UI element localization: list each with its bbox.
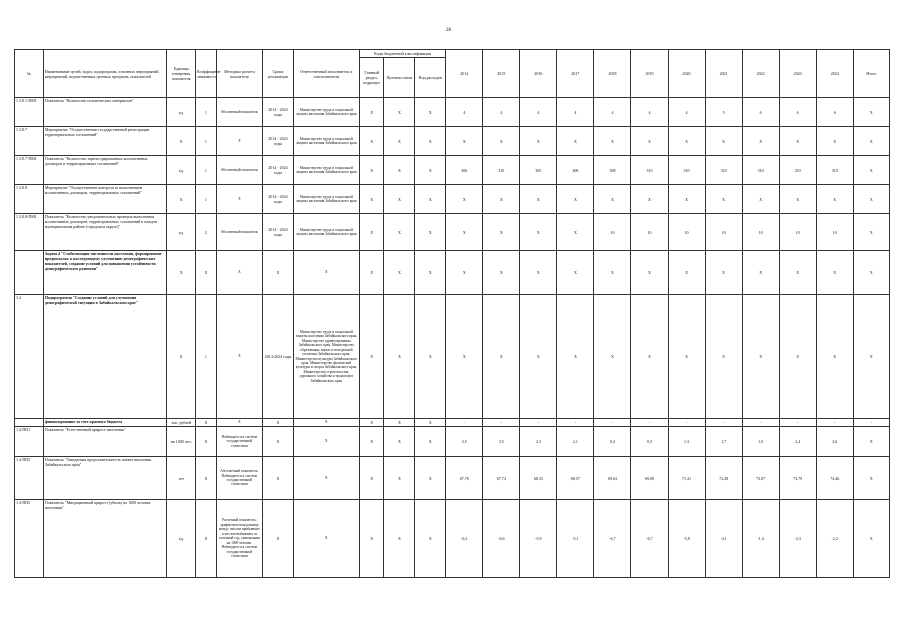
- row-year-value: 4: [668, 98, 705, 127]
- page-number: 28: [446, 28, 451, 33]
- row-year-value: 305: [520, 156, 557, 185]
- row-executor: Министерство труда и социальной защиты населения Забайкальского края: [293, 98, 359, 127]
- table-row: [15, 127, 890, 156]
- row-year-value: X: [668, 127, 705, 156]
- row-year-value: 10: [631, 214, 668, 251]
- row-num: [15, 251, 44, 295]
- col-header-coef: Коэффициент значимости: [196, 50, 217, 98]
- row-coef: X: [196, 419, 217, 427]
- row-year-value: 2,1: [557, 427, 594, 457]
- row-unit: на 1000 чел.: [167, 427, 196, 457]
- row-name: Показатель "Количество зарегистрированных коллективных договоров и территориальных соглашений": [43, 156, 167, 185]
- row-coef: 1: [196, 295, 217, 419]
- row-year-value: -6,6: [483, 500, 520, 578]
- row-executor: X: [293, 419, 359, 427]
- row-year-value: 10: [742, 214, 779, 251]
- row-total: X: [853, 295, 889, 419]
- row-num: [15, 419, 44, 427]
- row-terms: 2014 - 2024 годы: [263, 156, 294, 185]
- row-total: X: [853, 457, 889, 500]
- row-executor: Министерство труда и социальной защиты населения Забайкальского края, Министерство здравоохранения Забайкальского края, Министерство образования, науки и молодежной политики Забайкальского края, Министерство культуры Забайкальского края, Министерство физической культуры и спорта Забайкальского края, Министерство строительства, дорожного хозяйства и транспорта Забайкальского края: [293, 295, 359, 419]
- row-method: Абсолютный показатель: [216, 98, 262, 127]
- row-year-value: 6: [816, 98, 853, 127]
- row-year-value: 6: [779, 98, 816, 127]
- row-num: 1.3.8.8: [15, 185, 44, 214]
- row-name: Показатель "Количество политических материалов": [43, 98, 167, 127]
- table-row: [15, 295, 890, 419]
- col-header-num: №: [15, 50, 44, 98]
- row-year-value: -: [446, 419, 483, 427]
- row-executor: Министерство труда и социальной защиты населения Забайкальского края: [293, 127, 359, 156]
- row-method: Абсолютный показатель. Наблюдается в системе государственной статистики: [216, 457, 262, 500]
- row-year-value: -5,8: [668, 500, 705, 578]
- row-target-article: X: [384, 214, 415, 251]
- table-row: [15, 419, 890, 427]
- row-terms: 2014 - 2024 годы: [263, 185, 294, 214]
- row-year-value: 10: [816, 214, 853, 251]
- row-year-value: X: [483, 251, 520, 295]
- row-year-value: -6,7: [594, 500, 631, 578]
- table-row: [15, 214, 890, 251]
- row-year-value: X: [594, 251, 631, 295]
- row-year-value: X: [557, 127, 594, 156]
- table-row: [15, 156, 890, 185]
- row-year-value: X: [668, 185, 705, 214]
- row-year-value: 71,41: [668, 457, 705, 500]
- row-coef: X: [196, 427, 217, 457]
- row-year-value: -5,1: [557, 500, 594, 578]
- row-year-value: X: [483, 127, 520, 156]
- col-header-year: 2021: [705, 50, 742, 98]
- row-main-section: X: [359, 214, 384, 251]
- row-year-value: X: [446, 295, 483, 419]
- row-total: X: [853, 214, 889, 251]
- row-coef: 1: [196, 98, 217, 127]
- col-header-year: 2017: [557, 50, 594, 98]
- row-main-section: X: [359, 156, 384, 185]
- row-year-value: -: [705, 419, 742, 427]
- row-year-value: -1,4: [742, 500, 779, 578]
- row-year-value: X: [705, 127, 742, 156]
- row-year-value: X: [446, 251, 483, 295]
- table-row: [15, 98, 890, 127]
- row-coef: 1: [196, 185, 217, 214]
- row-method: Расчетный показатель: арифметическая разница между числом прибывших и числом выбывших за отчетный год, умноженная на 1000 человек. Наблюдается в системе государственной статистики: [216, 500, 262, 578]
- row-terms: 2014-2024 годы: [263, 295, 294, 419]
- row-year-value: X: [816, 251, 853, 295]
- row-year-value: X: [520, 127, 557, 156]
- row-total: X: [853, 156, 889, 185]
- row-executor: X: [293, 427, 359, 457]
- col-header-unit: Единица измерения показателя: [167, 50, 196, 98]
- row-year-value: 4: [483, 98, 520, 127]
- row-coef: X: [196, 457, 217, 500]
- row-year-value: 2,3: [520, 427, 557, 457]
- col-header-year: 2022: [742, 50, 779, 98]
- row-main-section: X: [359, 457, 384, 500]
- table-row: [15, 457, 890, 500]
- col-header-budget-codes: Коды бюджетной классификации: [359, 50, 445, 58]
- row-coef: X: [196, 251, 217, 295]
- row-method: X: [216, 419, 262, 427]
- row-coef: 1: [196, 156, 217, 185]
- row-name: Показатель "Естественный прирост населения": [43, 427, 167, 457]
- row-method: Наблюдается в системе государственной статистики: [216, 427, 262, 457]
- row-year-value: -: [594, 419, 631, 427]
- row-year-value: 4: [520, 98, 557, 127]
- row-year-value: 310: [816, 156, 853, 185]
- row-terms: X: [263, 419, 294, 427]
- row-year-value: 69,00: [631, 457, 668, 500]
- row-main-section: X: [359, 185, 384, 214]
- row-year-value: 1,3: [668, 427, 705, 457]
- row-main-section: X: [359, 251, 384, 295]
- row-name: финансирование за счет краевого бюджета: [43, 419, 167, 427]
- row-target-article: X: [384, 156, 415, 185]
- row-method: X: [216, 295, 262, 419]
- row-main-section: X: [359, 295, 384, 419]
- row-total: -: [853, 419, 889, 427]
- row-unit: X: [167, 251, 196, 295]
- row-year-value: 73,07: [742, 457, 779, 500]
- row-year-value: -2,3: [779, 500, 816, 578]
- row-year-value: -4,1: [705, 500, 742, 578]
- row-name: Показатель "Миграционный прирост (убыль) на 1000 человек населения": [43, 500, 167, 578]
- row-year-value: X: [483, 214, 520, 251]
- row-main-section: X: [359, 500, 384, 578]
- row-terms: 2014 - 2024 годы: [263, 214, 294, 251]
- row-terms: X: [263, 251, 294, 295]
- row-year-value: 3,5: [483, 427, 520, 457]
- row-year-value: X: [557, 251, 594, 295]
- row-year-value: 10: [594, 214, 631, 251]
- row-num: 1.3.8.7: [15, 127, 44, 156]
- row-main-section: X: [359, 427, 384, 457]
- row-year-value: X: [483, 185, 520, 214]
- row-year-value: X: [668, 295, 705, 419]
- row-year-value: X: [557, 295, 594, 419]
- row-year-value: X: [705, 295, 742, 419]
- row-expense-type: X: [415, 127, 446, 156]
- row-method: X: [216, 185, 262, 214]
- row-year-value: X: [742, 251, 779, 295]
- row-year-value: X: [631, 127, 668, 156]
- row-num: 1.4: [15, 295, 44, 419]
- col-header-year: 2018: [594, 50, 631, 98]
- row-year-value: 2,4: [779, 427, 816, 457]
- row-target-article: X: [384, 185, 415, 214]
- row-year-value: -2,2: [816, 500, 853, 578]
- row-year-value: 308: [594, 156, 631, 185]
- row-expense-type: X: [415, 500, 446, 578]
- row-year-value: 0,4: [594, 427, 631, 457]
- row-coef: 2: [196, 214, 217, 251]
- row-target-article: X: [384, 500, 415, 578]
- table-row: [15, 500, 890, 578]
- row-year-value: X: [557, 214, 594, 251]
- row-num: 1.4-ПП1: [15, 427, 44, 457]
- row-year-value: -: [557, 419, 594, 427]
- col-header-year: 2019: [631, 50, 668, 98]
- row-unit: лет: [167, 457, 196, 500]
- row-total: X: [853, 427, 889, 457]
- row-year-value: -5,9: [520, 500, 557, 578]
- row-year-value: X: [446, 127, 483, 156]
- row-expense-type: X: [415, 457, 446, 500]
- row-year-value: X: [631, 185, 668, 214]
- row-unit: X: [167, 295, 196, 419]
- row-year-value: 73,79: [779, 457, 816, 500]
- row-year-value: -: [779, 419, 816, 427]
- row-num: 1.4-ПП3: [15, 500, 44, 578]
- row-expense-type: X: [415, 427, 446, 457]
- row-year-value: X: [779, 185, 816, 214]
- row-expense-type: X: [415, 295, 446, 419]
- col-header-target-article: Целевая статья: [384, 58, 415, 98]
- row-year-value: 308: [557, 156, 594, 185]
- row-terms: X: [263, 457, 294, 500]
- row-year-value: 10: [668, 214, 705, 251]
- row-year-value: 67,74: [483, 457, 520, 500]
- row-terms: X: [263, 427, 294, 457]
- row-year-value: X: [779, 127, 816, 156]
- col-header-year: 2014: [446, 50, 483, 98]
- row-year-value: X: [816, 127, 853, 156]
- row-target-article: X: [384, 251, 415, 295]
- row-year-value: -6,7: [631, 500, 668, 578]
- row-unit: тыс. рублей: [167, 419, 196, 427]
- row-year-value: X: [594, 185, 631, 214]
- row-year-value: X: [668, 251, 705, 295]
- row-year-value: -: [631, 419, 668, 427]
- row-method: X: [216, 127, 262, 156]
- row-num: 1.3.8.1-ПМ1: [15, 98, 44, 127]
- col-header-executor: Ответственный исполнитель и соисполнители: [293, 50, 359, 98]
- col-header-method: Методика расчета показателя: [216, 50, 262, 98]
- row-year-value: 74,46: [816, 457, 853, 500]
- row-year-value: 4: [557, 98, 594, 127]
- row-year-value: 67,76: [446, 457, 483, 500]
- row-year-value: 5: [705, 98, 742, 127]
- row-total: X: [853, 98, 889, 127]
- row-name: Показатель "Количество уведомительных проверок выполнения коллективных договоров, территориальных соглашений в каждом муниципальном районе (городском округе)": [43, 214, 167, 251]
- row-total: X: [853, 185, 889, 214]
- row-year-value: -: [483, 419, 520, 427]
- col-header-total: Итого: [853, 50, 889, 98]
- row-year-value: 310: [705, 156, 742, 185]
- row-year-value: X: [446, 185, 483, 214]
- row-total: X: [853, 251, 889, 295]
- row-year-value: 10: [779, 214, 816, 251]
- row-coef: 1: [196, 127, 217, 156]
- row-year-value: 4: [446, 98, 483, 127]
- row-executor: X: [293, 251, 359, 295]
- row-year-value: -: [668, 419, 705, 427]
- row-year-value: X: [594, 295, 631, 419]
- row-year-value: X: [742, 295, 779, 419]
- row-year-value: 310: [779, 156, 816, 185]
- row-name: Задача 4 "Стабилизация численности населения, формирование предпосылок к последующему улучшению демографических показателей, создание условий для повышения устойчивости демографического развития": [43, 251, 167, 295]
- row-year-value: 69,63: [594, 457, 631, 500]
- row-year-value: 1,7: [705, 427, 742, 457]
- row-year-value: X: [594, 127, 631, 156]
- row-expense-type: X: [415, 98, 446, 127]
- row-expense-type: X: [415, 214, 446, 251]
- row-executor: Министерство труда и социальной защиты населения Забайкальского края: [293, 156, 359, 185]
- row-year-value: X: [705, 251, 742, 295]
- row-year-value: -: [816, 419, 853, 427]
- row-year-value: 1,9: [742, 427, 779, 457]
- row-year-value: 10: [705, 214, 742, 251]
- row-main-section: X: [359, 127, 384, 156]
- row-method: X: [216, 251, 262, 295]
- row-target-article: X: [384, 98, 415, 127]
- row-year-value: X: [520, 185, 557, 214]
- row-year-value: 310: [631, 156, 668, 185]
- row-num: 1.3.8.8-ПМ1: [15, 214, 44, 251]
- col-header-year: 2023: [779, 50, 816, 98]
- row-unit: ед.: [167, 500, 196, 578]
- row-total: X: [853, 500, 889, 578]
- row-year-value: X: [631, 295, 668, 419]
- row-target-article: X: [384, 457, 415, 500]
- row-name: Мероприятие "Осуществление контроля за выполнением коллективных договоров, территориальных соглашений": [43, 185, 167, 214]
- row-year-value: -6,2: [446, 500, 483, 578]
- row-year-value: 2,6: [816, 427, 853, 457]
- row-year-value: X: [631, 251, 668, 295]
- row-terms: 2014 - 2024 годы: [263, 127, 294, 156]
- row-unit: ед.: [167, 98, 196, 127]
- row-year-value: 72,28: [705, 457, 742, 500]
- row-year-value: 6: [742, 98, 779, 127]
- table-row: [15, 251, 890, 295]
- row-expense-type: X: [415, 251, 446, 295]
- row-unit: X: [167, 127, 196, 156]
- col-header-main-section: Главный раздел, подраздел: [359, 58, 384, 98]
- row-year-value: 4: [594, 98, 631, 127]
- row-year-value: X: [742, 127, 779, 156]
- row-year-value: 4: [631, 98, 668, 127]
- row-year-value: X: [446, 214, 483, 251]
- col-header-terms: Сроки реализации: [263, 50, 294, 98]
- row-year-value: 306: [446, 156, 483, 185]
- row-total: X: [853, 127, 889, 156]
- row-year-value: X: [779, 251, 816, 295]
- row-num: 1.4-ПП2: [15, 457, 44, 500]
- row-terms: 2014 - 2024 годы: [263, 98, 294, 127]
- indicators-table: [14, 49, 890, 578]
- row-year-value: X: [816, 185, 853, 214]
- row-name: Подпрограмма "Создание условий для улучшения демографической ситуации в Забайкальском крае": [43, 295, 167, 419]
- row-year-value: 310: [742, 156, 779, 185]
- row-year-value: 310: [668, 156, 705, 185]
- row-year-value: 68,33: [520, 457, 557, 500]
- col-header-expense-type: Вид расходов: [415, 58, 446, 98]
- col-header-year: 2016: [520, 50, 557, 98]
- row-expense-type: X: [415, 156, 446, 185]
- row-year-value: 68,57: [557, 457, 594, 500]
- row-year-value: 310: [483, 156, 520, 185]
- row-main-section: X: [359, 419, 384, 427]
- col-header-year: 2015: [483, 50, 520, 98]
- row-target-article: X: [384, 127, 415, 156]
- row-year-value: X: [816, 295, 853, 419]
- row-method: Абсолютный показатель: [216, 214, 262, 251]
- row-main-section: X: [359, 98, 384, 127]
- row-coef: X: [196, 500, 217, 578]
- row-year-value: X: [557, 185, 594, 214]
- row-year-value: X: [520, 214, 557, 251]
- row-expense-type: X: [415, 185, 446, 214]
- row-target-article: X: [384, 427, 415, 457]
- row-method: Абсолютный показатель: [216, 156, 262, 185]
- row-executor: X: [293, 500, 359, 578]
- row-executor: X: [293, 457, 359, 500]
- table-row: [15, 185, 890, 214]
- row-unit: X: [167, 185, 196, 214]
- row-executor: Министерство труда и социальной защиты населения Забайкальского края: [293, 214, 359, 251]
- row-name: Показатель "Ожидаемая продолжительность жизни населения Забайкальского края": [43, 457, 167, 500]
- col-header-name: Наименование целей, задач, подпрограмм, основных мероприятий, мероприятий, ведомственных целевых программ, показателей: [43, 50, 167, 98]
- table-row: [15, 427, 890, 457]
- row-year-value: X: [742, 185, 779, 214]
- row-terms: X: [263, 500, 294, 578]
- row-year-value: X: [705, 185, 742, 214]
- row-year-value: -: [742, 419, 779, 427]
- row-executor: Министерство труда и социальной защиты населения Забайкальского края: [293, 185, 359, 214]
- row-year-value: X: [483, 295, 520, 419]
- row-year-value: 0,3: [631, 427, 668, 457]
- row-year-value: X: [520, 251, 557, 295]
- row-unit: ед.: [167, 214, 196, 251]
- row-name: Мероприятие "Осуществление государственной регистрации территориальных соглашений": [43, 127, 167, 156]
- row-year-value: -: [520, 419, 557, 427]
- row-num: 1.3.8.7-ПМ1: [15, 156, 44, 185]
- col-header-year: 2024: [816, 50, 853, 98]
- row-unit: ед.: [167, 156, 196, 185]
- row-expense-type: X: [415, 419, 446, 427]
- row-year-value: 3,5: [446, 427, 483, 457]
- col-header-year: 2020: [668, 50, 705, 98]
- row-target-article: X: [384, 419, 415, 427]
- row-year-value: X: [779, 295, 816, 419]
- row-target-article: X: [384, 295, 415, 419]
- row-year-value: X: [520, 295, 557, 419]
